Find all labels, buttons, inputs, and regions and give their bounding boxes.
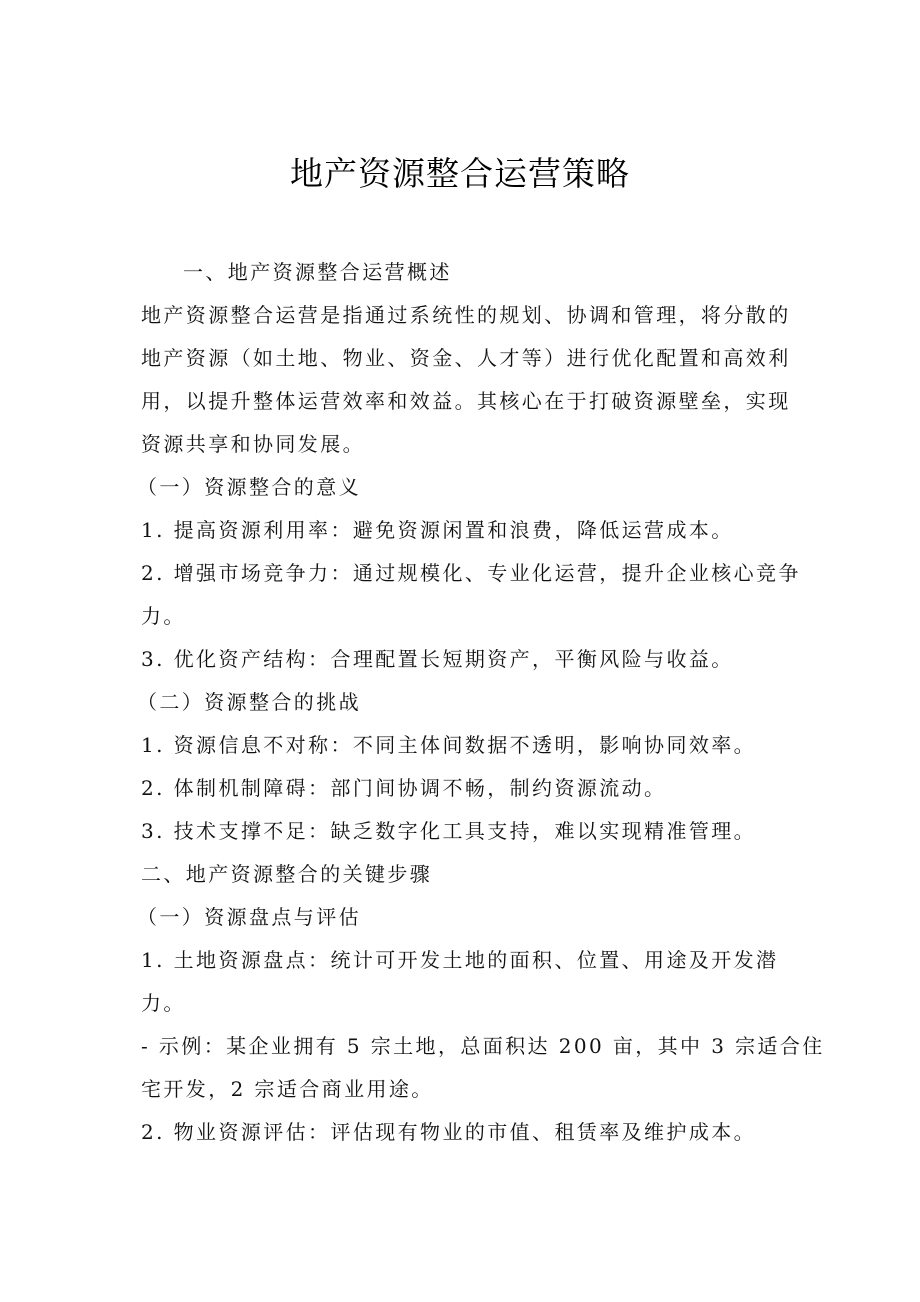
section-heading-2: 二、地产资源整合的关键步骤 (141, 862, 433, 886)
list-item-continuation: 力。 (141, 604, 186, 628)
example-line: - 示例：某企业拥有 5 宗土地，总面积达 200 亩，其中 3 宗适合住 (141, 1034, 825, 1058)
list-item: 3. 优化资产结构：合理配置长短期资产，平衡风险与收益。 (141, 647, 734, 671)
list-item-continuation: 力。 (141, 991, 186, 1015)
paragraph-line: 地产资源（如土地、物业、资金、人才等）进行优化配置和高效利 (141, 346, 791, 370)
example-line: 宅开发，2 宗适合商业用途。 (141, 1077, 434, 1101)
subsection-heading-challenges: （二）资源整合的挑战 (137, 690, 361, 714)
list-item: 3. 技术支撑不足：缺乏数字化工具支持，难以实现精准管理。 (141, 819, 757, 843)
list-item: 1. 资源信息不对称：不同主体间数据不透明，影响协同效率。 (141, 733, 757, 757)
list-item: 2. 增强市场竞争力：通过规模化、专业化运营，提升企业核心竞争 (141, 561, 801, 585)
paragraph-line: 资源共享和协同发展。 (141, 432, 365, 456)
list-item: 1. 提高资源利用率：避免资源闲置和浪费，降低运营成本。 (141, 518, 734, 542)
document-title: 地产资源整合运营策略 (290, 154, 630, 193)
list-item: 1. 土地资源盘点：统计可开发土地的面积、位置、用途及开发潜 (141, 948, 779, 972)
subsection-heading-inventory: （一）资源盘点与评估 (137, 905, 361, 929)
list-item: 2. 体制机制障碍：部门间协调不畅，制约资源流动。 (141, 776, 667, 800)
section-heading-1: 一、地产资源整合运营概述 (183, 260, 452, 284)
document-body (137, 251, 825, 1154)
subsection-heading-significance: （一）资源整合的意义 (137, 475, 361, 499)
paragraph-line: 用，以提升整体运营效率和效益。其核心在于打破资源壁垒，实现 (141, 389, 791, 413)
paragraph-line: 地产资源整合运营是指通过系统性的规划、协调和管理，将分散的 (141, 303, 791, 327)
list-item: 2. 物业资源评估：评估现有物业的市值、租赁率及维护成本。 (141, 1120, 757, 1144)
